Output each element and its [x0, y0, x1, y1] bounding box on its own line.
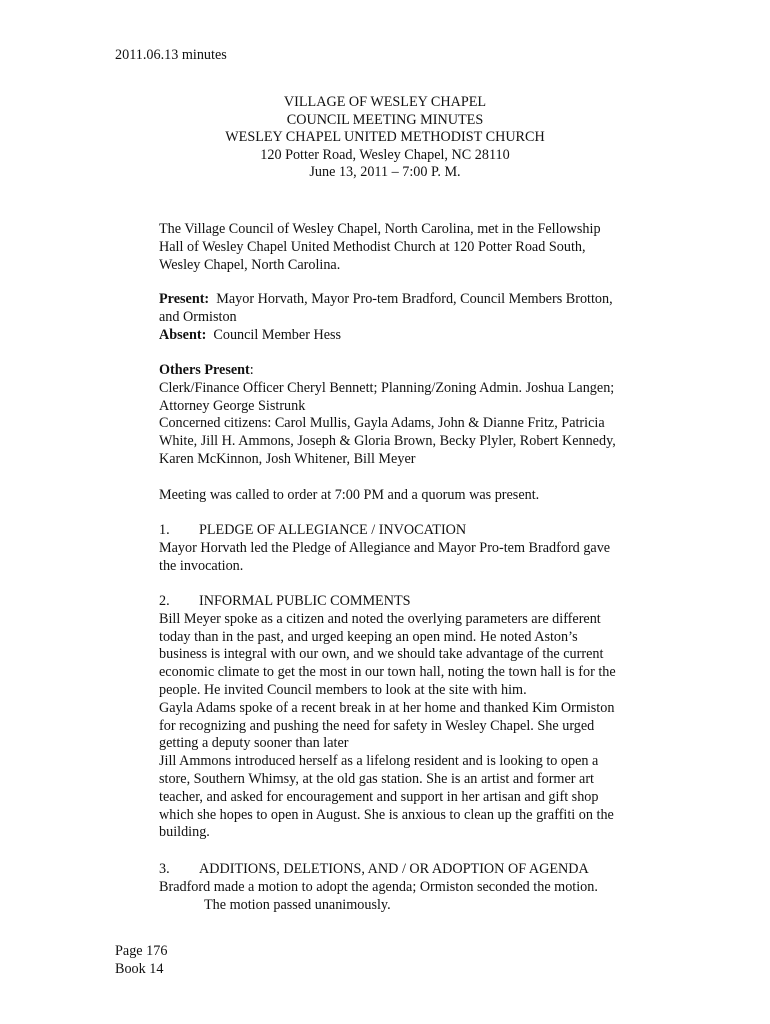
text-line: Mayor Horvath led the Pledge of Allegiance and Mayor Pro-tem Bradford gave [159, 539, 611, 556]
text-line: people. He invited Council members to look at the site with him. [159, 681, 527, 698]
intro-paragraph [159, 221, 659, 274]
absent-members: Council Member Hess [213, 326, 342, 343]
section-heading [159, 861, 659, 879]
section-heading [159, 522, 659, 540]
section-agenda [159, 861, 659, 914]
section-number: 1. [159, 522, 170, 538]
present-label: Present: [159, 291, 210, 307]
text-line: business is integral with our own, and we should take advantage of the current [159, 646, 604, 663]
title-line: WESLEY CHAPEL UNITED METHODIST CHURCH [225, 129, 545, 146]
document-label: 2011.06.13 minutes [115, 47, 227, 63]
text-line: Concerned citizens: Carol Mullis, Gayla Adams, John & Dianne Fritz, Patricia [159, 415, 605, 432]
page-number: Page 176 [115, 943, 168, 959]
present-line [159, 291, 659, 309]
absent-line [159, 327, 659, 345]
attendance-block [159, 291, 659, 344]
text-line: Clerk/Finance Officer Cheryl Bennett; Planning/Zoning Admin. Joshua Langen; [159, 379, 615, 396]
others-colon: : [249, 362, 254, 378]
text-line: which she hopes to open in August. She is anxious to clean up the graffiti on the [159, 806, 614, 823]
text-line: teacher, and asked for encouragement and support in her artisan and gift shop [159, 788, 599, 805]
text-line: Bradford made a motion to adopt the agenda; Ormiston seconded the motion. [159, 878, 598, 895]
text-line: economic climate to get the most in our town hall, noting the town hall is for the [159, 664, 616, 681]
text-line: building. [159, 824, 210, 841]
section-number: 2. [159, 593, 170, 609]
text-line: Jill Ammons introduced herself as a lifelong resident and is looking to open a [159, 753, 599, 770]
text-line: The motion passed unanimously. [204, 896, 391, 913]
title-line: COUNCIL MEETING MINUTES [286, 111, 484, 128]
text-line: the invocation. [159, 557, 244, 574]
text-line: Gayla Adams spoke of a recent break in at her home and thanked Kim Ormiston [159, 699, 615, 716]
text-line: White, Jill H. Ammons, Joseph & Gloria Brown, Becky Plyler, Robert Kennedy, [159, 433, 616, 450]
section-number: 3. [159, 861, 170, 877]
text-line: getting a deputy sooner than later [159, 735, 349, 752]
section-title: INFORMAL PUBLIC COMMENTS [199, 593, 411, 609]
text-line: and Ormiston [159, 308, 237, 325]
others-label: Others Present [159, 362, 250, 378]
text-line: store, Southern Whimsy, at the old gas station. She is an artist and former art [159, 770, 594, 787]
book-number: Book 14 [115, 960, 164, 977]
others-heading [159, 362, 659, 380]
text-line: Bill Meyer spoke as a citizen and noted the overlying parameters are different [159, 610, 601, 627]
title-line: VILLAGE OF WESLEY CHAPEL [283, 94, 487, 110]
section-heading [159, 593, 659, 611]
text-line: Karen McKinnon, Josh Whitener, Bill Meyer [159, 450, 416, 467]
text-line: Attorney George Sistrunk [159, 397, 306, 414]
call-to-order: Meeting was called to order at 7:00 PM and a quorum was present. [159, 487, 540, 503]
section-title: ADDITIONS, DELETIONS, AND / OR ADOPTION OF AGENDA [199, 861, 589, 877]
page-footer [115, 943, 167, 978]
section-comments [159, 593, 659, 842]
section-pledge [159, 522, 659, 575]
others-present-block [159, 362, 659, 469]
text-line: for recognizing and pushing the need for safety in Wesley Chapel. She urged [159, 717, 595, 734]
title-line: June 13, 2011 – 7:00 P. M. [309, 164, 461, 181]
text-line: Hall of Wesley Chapel United Methodist Church at 120 Potter Road South, [159, 238, 586, 255]
absent-label: Absent: [159, 326, 207, 343]
title-line: 120 Potter Road, Wesley Chapel, NC 28110 [260, 146, 510, 163]
text-line: Wesley Chapel, North Carolina. [159, 256, 341, 273]
text-line: today than in the past, and urged keeping an open mind. He noted Aston’s [159, 628, 578, 645]
section-title: PLEDGE OF ALLEGIANCE / INVOCATION [199, 522, 467, 538]
title-block [0, 94, 770, 182]
present-members: Mayor Horvath, Mayor Pro-tem Bradford, Council Members Brotton, [216, 291, 613, 307]
text-line: The Village Council of Wesley Chapel, North Carolina, met in the Fellowship [159, 221, 601, 237]
